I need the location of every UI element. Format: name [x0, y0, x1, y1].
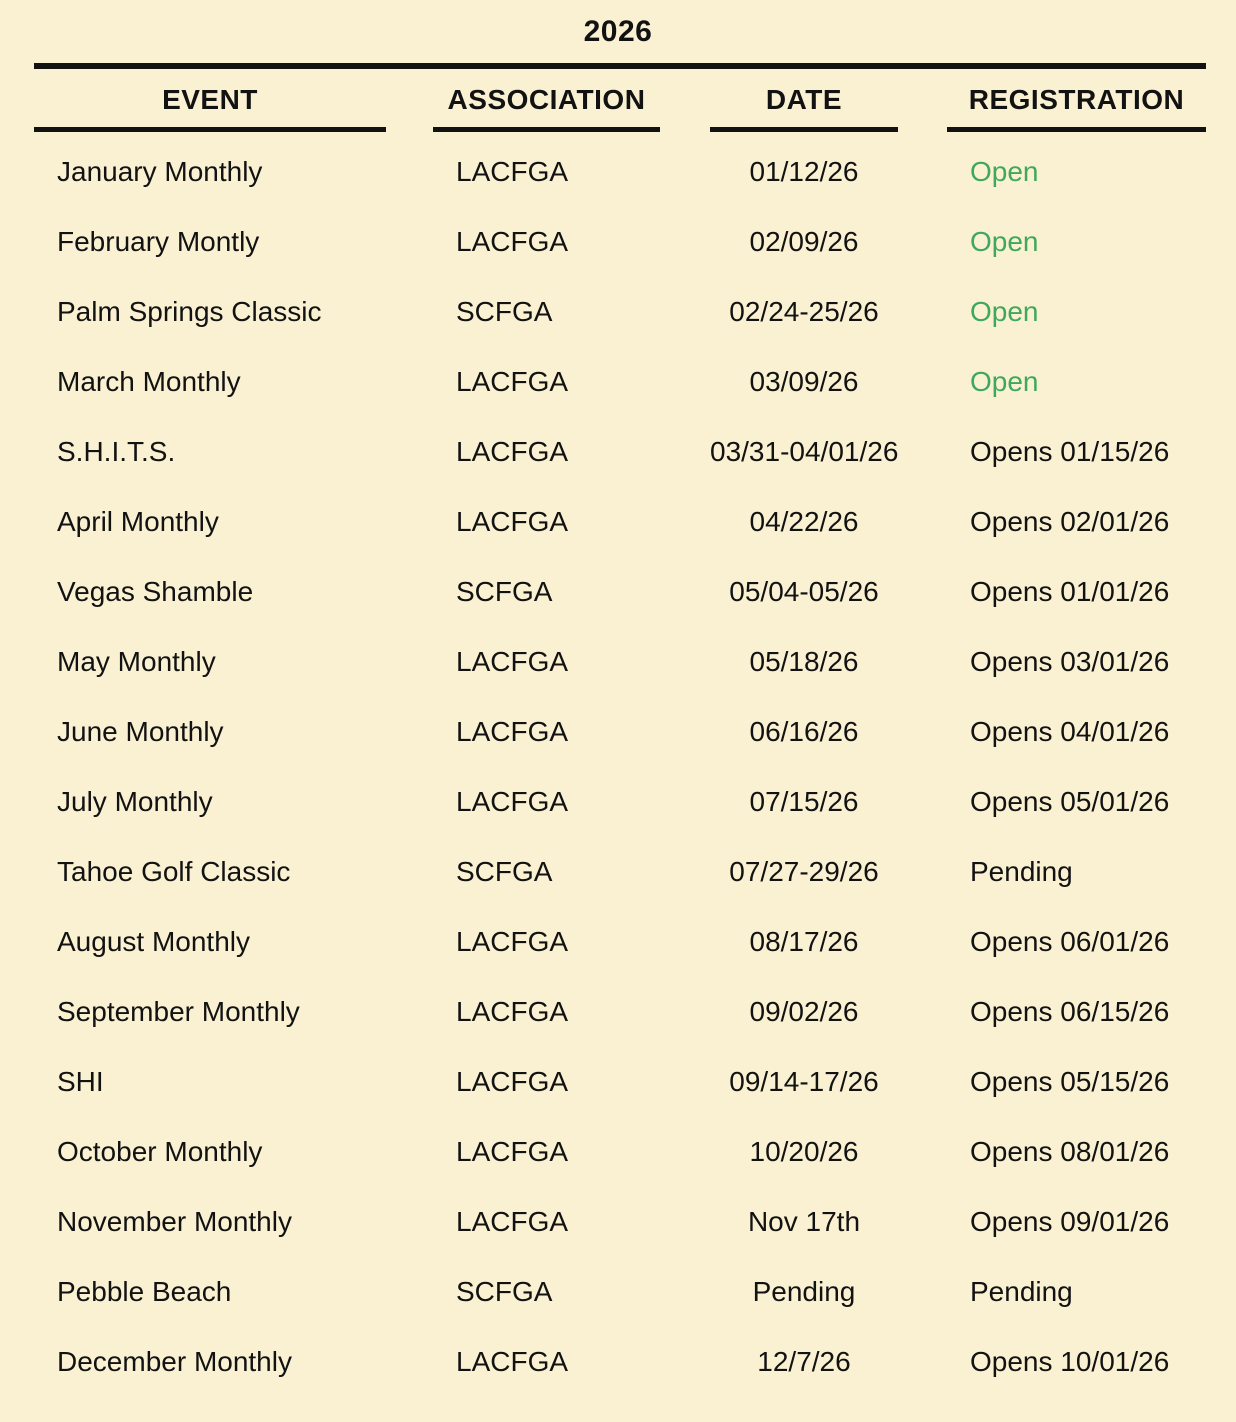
- date-cell: 05/18/26: [749, 646, 859, 677]
- association-cell: LACFGA: [456, 716, 569, 747]
- registration-cell: Opens 06/15/26: [970, 996, 1170, 1027]
- association-cell: LACFGA: [456, 646, 569, 677]
- page-title: 2026: [583, 15, 653, 48]
- column-header-label: REGISTRATION: [968, 84, 1185, 115]
- table-row: [0, 1187, 1236, 1257]
- table-row: [0, 487, 1236, 557]
- table-row: [0, 207, 1236, 277]
- event-cell: S.H.I.T.S.: [57, 436, 176, 467]
- association-cell: LACFGA: [456, 1206, 569, 1237]
- registration-cell: Opens 10/01/26: [970, 1346, 1170, 1377]
- table-row: [0, 137, 1236, 207]
- registration-cell: Opens 04/01/26: [970, 716, 1170, 747]
- table-row: [0, 277, 1236, 347]
- registration-cell: Opens 03/01/26: [970, 646, 1170, 677]
- event-cell: May Monthly: [57, 646, 216, 677]
- column-header-registration: [947, 82, 1206, 132]
- date-cell: 05/04-05/26: [729, 576, 879, 607]
- table-row: [0, 557, 1236, 627]
- event-cell: August Monthly: [57, 926, 250, 957]
- event-cell: October Monthly: [57, 1136, 263, 1167]
- registration-cell: Open: [970, 296, 1039, 327]
- table-row: [0, 1047, 1236, 1117]
- table-body: [0, 137, 1236, 1397]
- column-header-event: [34, 82, 386, 132]
- association-cell: LACFGA: [456, 996, 569, 1027]
- event-cell: Vegas Shamble: [57, 576, 254, 607]
- top-divider: [34, 63, 1206, 69]
- date-cell: 06/16/26: [749, 716, 859, 747]
- association-cell: LACFGA: [456, 436, 569, 467]
- table-header: [0, 82, 1236, 132]
- event-cell: January Monthly: [57, 156, 263, 187]
- table-row: [0, 697, 1236, 767]
- event-cell: March Monthly: [57, 366, 241, 397]
- table-row: [0, 627, 1236, 697]
- date-cell: 03/09/26: [749, 366, 859, 397]
- date-cell: 09/02/26: [749, 996, 859, 1027]
- association-cell: SCFGA: [456, 576, 553, 607]
- table-row: [0, 1257, 1236, 1327]
- column-header-label: DATE: [765, 84, 843, 115]
- column-header-association: [433, 82, 660, 132]
- table-row: [0, 347, 1236, 417]
- event-cell: September Monthly: [57, 996, 300, 1027]
- registration-cell: Opens 08/01/26: [970, 1136, 1170, 1167]
- registration-cell: Opens 06/01/26: [970, 926, 1170, 957]
- date-cell: 08/17/26: [749, 926, 859, 957]
- registration-cell: Open: [970, 226, 1039, 257]
- date-cell: Pending: [752, 1276, 856, 1307]
- association-cell: SCFGA: [456, 296, 553, 327]
- registration-cell: Open: [970, 366, 1039, 397]
- registration-cell: Opens 05/15/26: [970, 1066, 1170, 1097]
- column-underline: [34, 127, 386, 132]
- event-cell: Tahoe Golf Classic: [57, 856, 291, 887]
- registration-cell: Pending: [970, 1276, 1073, 1307]
- table-row: [0, 1117, 1236, 1187]
- date-cell: 02/09/26: [749, 226, 859, 257]
- column-header-label: ASSOCIATION: [447, 84, 646, 115]
- event-cell: June Monthly: [57, 716, 224, 747]
- date-cell: 09/14-17/26: [729, 1066, 879, 1097]
- event-cell: November Monthly: [57, 1206, 292, 1237]
- registration-cell: Opens 01/15/26: [970, 436, 1170, 467]
- column-underline: [710, 127, 898, 132]
- table-row: [0, 837, 1236, 907]
- event-cell: July Monthly: [57, 786, 213, 817]
- association-cell: LACFGA: [456, 366, 569, 397]
- association-cell: LACFGA: [456, 1066, 569, 1097]
- column-underline: [947, 127, 1206, 132]
- registration-cell: Opens 01/01/26: [970, 576, 1170, 607]
- association-cell: LACFGA: [456, 1136, 569, 1167]
- association-cell: LACFGA: [456, 156, 569, 187]
- event-cell: Palm Springs Classic: [57, 296, 322, 327]
- date-cell: 12/7/26: [757, 1346, 851, 1377]
- association-cell: LACFGA: [456, 506, 569, 537]
- event-cell: Pebble Beach: [57, 1276, 232, 1307]
- date-cell: 04/22/26: [749, 506, 859, 537]
- date-cell: 03/31-04/01/26: [710, 436, 899, 467]
- table-row: [0, 977, 1236, 1047]
- date-cell: Nov 17th: [747, 1206, 861, 1237]
- association-cell: SCFGA: [456, 856, 553, 887]
- event-cell: April Monthly: [57, 506, 219, 537]
- table-row: [0, 1327, 1236, 1397]
- date-cell: 07/15/26: [749, 786, 859, 817]
- event-cell: SHI: [57, 1066, 104, 1097]
- table-row: [0, 417, 1236, 487]
- column-header-label: EVENT: [162, 84, 258, 115]
- table-row: [0, 767, 1236, 837]
- registration-cell: Opens 09/01/26: [970, 1206, 1170, 1237]
- date-cell: 10/20/26: [749, 1136, 859, 1167]
- date-cell: 02/24-25/26: [729, 296, 879, 327]
- registration-cell: Opens 02/01/26: [970, 506, 1170, 537]
- association-cell: LACFGA: [456, 926, 569, 957]
- date-cell: 01/12/26: [749, 156, 859, 187]
- date-cell: 07/27-29/26: [729, 856, 879, 887]
- event-cell: December Monthly: [57, 1346, 292, 1377]
- association-cell: LACFGA: [456, 1346, 569, 1377]
- registration-cell: Opens 05/01/26: [970, 786, 1170, 817]
- association-cell: SCFGA: [456, 1276, 553, 1307]
- column-header-date: [710, 82, 898, 132]
- column-underline: [433, 127, 660, 132]
- event-cell: February Montly: [57, 226, 260, 257]
- registration-cell: Open: [970, 156, 1039, 187]
- registration-cell: Pending: [970, 856, 1073, 887]
- table-row: [0, 907, 1236, 977]
- association-cell: LACFGA: [456, 786, 569, 817]
- association-cell: LACFGA: [456, 226, 569, 257]
